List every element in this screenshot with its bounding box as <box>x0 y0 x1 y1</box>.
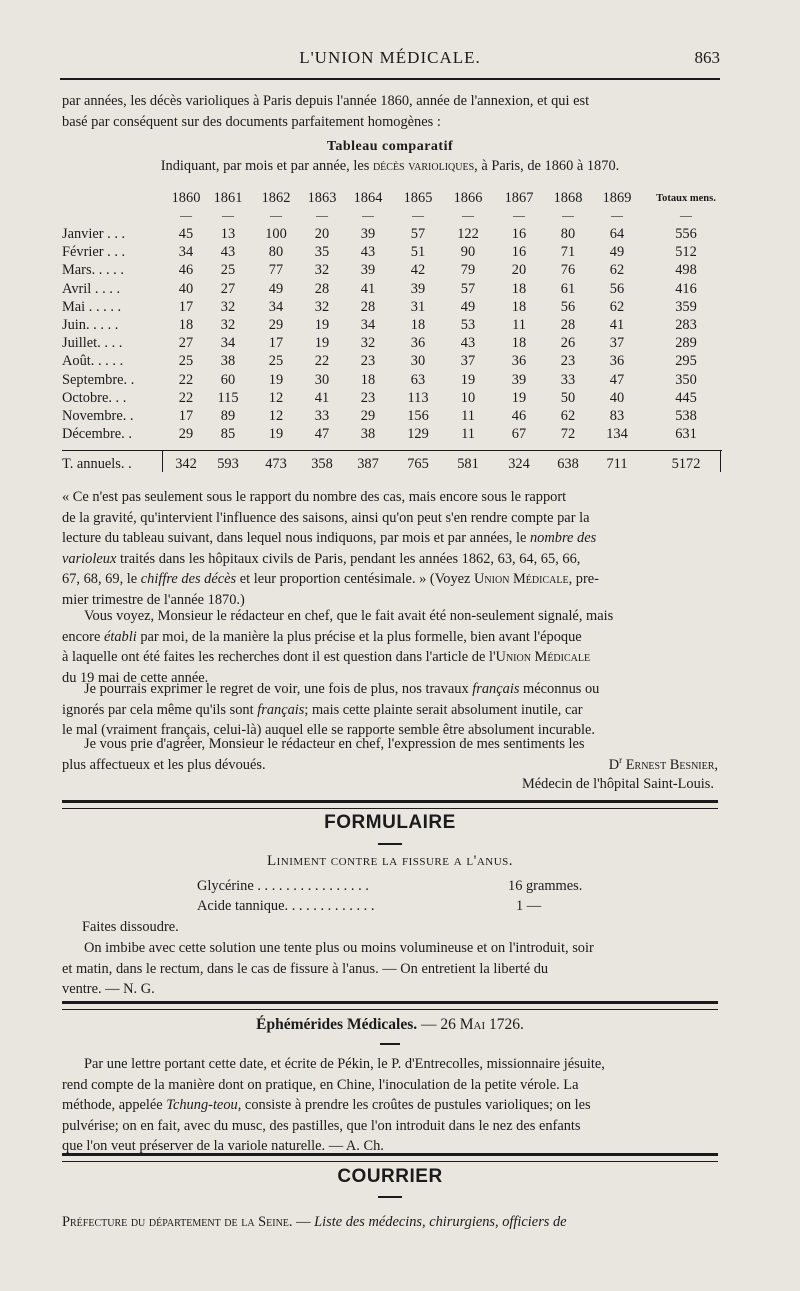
table-cell: 122 <box>457 226 479 242</box>
intro-line: par années, les décès varioliques à Paris depuis l'année 1860, année de l'annexion, et qui est <box>62 93 590 109</box>
table-cell: 41 <box>360 280 376 297</box>
table-cell: 39 <box>511 371 527 388</box>
quote-paragraph <box>62 487 718 610</box>
quote-line: lecture du tableau suivant, dans lequel nous indiquons, par mois et par années, le nombre des <box>62 530 597 546</box>
table-cell: 32 <box>360 335 376 352</box>
year-header: 1868 <box>553 190 583 206</box>
table-cell: 19 <box>268 426 284 443</box>
intro-paragraph <box>62 91 718 132</box>
table-row <box>62 281 722 299</box>
table-cell: 22 <box>178 371 194 388</box>
quote-line: mier trimestre de l'année 1870.) <box>62 591 245 608</box>
table-row <box>62 353 722 371</box>
monthly-total: 283 <box>675 317 697 333</box>
ephemerides-line: pulvérise; on en fait, avec du musc, des pastilles, que l'on introduit dans le nez des enfants <box>62 1117 581 1134</box>
table-cell: 62 <box>609 262 625 279</box>
column-dash: — <box>680 208 692 222</box>
monthly-total: 416 <box>675 280 697 297</box>
signature-title: Médecin de l'hôpital Saint-Louis. <box>521 776 714 792</box>
table-cell: 20 <box>511 262 527 279</box>
table-cell: 50 <box>560 389 576 406</box>
intro-line: basé par conséquent sur des documents parfaitement homogènes : <box>62 113 441 130</box>
table-cell: 34 <box>268 298 284 315</box>
dissolve-instruction: Faites dissoudre. <box>82 919 179 935</box>
year-header: 1864 <box>353 190 383 206</box>
table-row <box>62 426 722 444</box>
table-cell: 25 <box>178 353 194 370</box>
table-cell: 19 <box>460 371 476 388</box>
table-cell: 19 <box>314 317 330 333</box>
month-label: Juillet. . . . <box>62 335 123 352</box>
formulaire-heading: FORMULAIRE <box>324 812 456 833</box>
table-cell: 56 <box>609 280 625 297</box>
table-cell: 28 <box>360 298 376 315</box>
annual-total: 711 <box>606 456 628 473</box>
table-cell: 43 <box>360 244 376 261</box>
letter-paragraph-2 <box>62 679 718 741</box>
table-header-row <box>62 190 722 208</box>
table-cell: 77 <box>268 262 284 279</box>
table-cell: 38 <box>360 426 376 443</box>
table-cell: 32 <box>220 298 236 315</box>
annual-total: 581 <box>457 456 479 473</box>
formulaire-line: et matin, dans le rectum, dans le cas de fissure à l'anus. — On entretient la liberté du <box>62 960 549 977</box>
ingredient-name: Glycérine . . . . . . . . . . . . . . . . <box>197 878 369 894</box>
ephemerides-body <box>62 1054 718 1157</box>
month-label: Novembre. . <box>62 408 134 424</box>
table-cell: 40 <box>609 389 625 406</box>
formulaire-line: ventre. — N. G. <box>62 981 155 997</box>
table-cell: 80 <box>560 226 576 242</box>
table-cell: 36 <box>609 353 625 370</box>
monthly-total: 295 <box>675 353 697 370</box>
table-cell: 67 <box>511 426 527 443</box>
table-cell: 19 <box>268 371 284 388</box>
table-cell: 115 <box>217 389 239 406</box>
month-label: Mai . . . . . <box>62 298 122 315</box>
table-cell: 22 <box>178 389 194 406</box>
table-row <box>62 262 722 280</box>
table-cell: 39 <box>360 226 376 242</box>
month-label: Septembre. . <box>62 371 135 388</box>
letter-paragraph-1 <box>62 606 718 688</box>
month-label: Juin. . . . . <box>62 317 119 333</box>
table-cell: 76 <box>560 262 576 279</box>
table-cell: 29 <box>178 426 194 443</box>
table-cell: 32 <box>314 262 330 279</box>
table-cell: 28 <box>560 317 576 333</box>
monthly-total: 631 <box>675 426 697 443</box>
ephemerides-heading: Éphémérides Médicales. — 26 Mai 1726. <box>256 1016 524 1033</box>
table-cell: 17 <box>268 335 284 352</box>
annual-total: 765 <box>407 456 429 473</box>
table-cell: 31 <box>410 298 426 315</box>
table-cell: 38 <box>220 353 236 370</box>
column-dash: — <box>316 208 328 222</box>
year-header: 1865 <box>403 190 433 206</box>
table-cell: 32 <box>220 317 236 333</box>
journal-title: L'UNION MÉDICALE. <box>299 48 481 67</box>
formulaire-subtitle: Liniment contre la fissure a l'anus. <box>266 853 514 869</box>
table-cell: 11 <box>512 317 526 333</box>
table-cell: 17 <box>178 298 194 315</box>
table-cell: 30 <box>410 353 426 370</box>
table-cell: 49 <box>268 280 284 297</box>
table-subtitle: Indiquant, par mois et par année, les décès varioliques, à Paris, de 1860 à 1870. <box>160 158 620 174</box>
column-dash: — <box>462 208 474 222</box>
table-cell: 129 <box>407 426 429 443</box>
table-cell: 33 <box>560 371 576 388</box>
formulaire-body <box>62 938 718 1000</box>
table-cell: 25 <box>268 353 284 370</box>
table-cell: 34 <box>220 335 236 352</box>
table-cell: 53 <box>460 317 476 333</box>
table-cell: 27 <box>178 335 194 352</box>
month-label: Avril . . . . <box>62 280 121 297</box>
annual-total: 638 <box>557 456 579 473</box>
monthly-total: 445 <box>675 389 697 406</box>
table-cell: 43 <box>460 335 476 352</box>
quote-line: de la gravité, qu'intervient l'influence des saisons, ainsi qu'on peut s'en rendre compte par la <box>62 509 590 526</box>
letter-line: à laquelle ont été faites les recherches dont il est question dans l'article de l'Union Médicale <box>62 649 591 665</box>
table-cell: 40 <box>178 280 194 297</box>
table-cell: 57 <box>410 226 426 242</box>
table-cell: 35 <box>314 244 330 261</box>
table-cell: 49 <box>609 244 625 261</box>
table-cell: 61 <box>560 280 576 297</box>
column-dash: — <box>180 208 192 222</box>
year-header: 1863 <box>307 190 337 206</box>
table-cell: 46 <box>511 408 527 424</box>
table-cell: 41 <box>314 389 330 406</box>
monthly-total: 289 <box>675 335 697 352</box>
table-cell: 18 <box>511 298 527 315</box>
year-header: 1861 <box>213 190 243 206</box>
table-cell: 32 <box>314 298 330 315</box>
month-label: Janvier . . . <box>62 226 126 242</box>
courrier-body: Préfecture du département de la Seine. — Liste des médecins, chirurgiens, officiers de <box>62 1214 567 1230</box>
letter-line: du 19 mai de cette année. <box>62 669 209 686</box>
quote-line: « Ce n'est pas seulement sous le rapport du nombre des cas, mais encore sous le rapport <box>62 489 567 505</box>
year-header: 1862 <box>261 190 291 206</box>
letter-line: Je vous prie d'agréer, Monsieur le rédacteur en chef, l'expression de mes sentiments les <box>84 736 585 752</box>
table-cell: 22 <box>314 353 330 370</box>
courrier-heading: COURRIER <box>337 1166 443 1187</box>
table-cell: 34 <box>178 244 194 261</box>
table-cell: 79 <box>460 262 476 279</box>
column-dash: — <box>513 208 525 222</box>
table-cell: 33 <box>314 408 330 424</box>
month-label: Février . . . <box>62 244 126 261</box>
year-header: 1860 <box>171 190 201 206</box>
table-cell: 13 <box>220 226 236 242</box>
table-cell: 16 <box>511 244 527 261</box>
monthly-total: 538 <box>675 408 697 424</box>
signature-name: $D^r$ Ernest Besnier, <box>608 755 718 773</box>
table-row <box>62 244 722 262</box>
column-dash: — <box>412 208 424 222</box>
table-cell: 62 <box>609 298 625 315</box>
table-cell: 85 <box>220 426 236 443</box>
ephemerides-line: méthode, appelée Tchung-teou, consiste à prendre les croûtes de pustules varioliques; on les <box>62 1097 591 1113</box>
table-cell: 18 <box>178 317 194 333</box>
table-cell: 47 <box>609 371 625 388</box>
month-label: Mars. . . . . <box>62 262 124 279</box>
heading-dash <box>378 1196 402 1198</box>
ephemerides-line: que l'on veut préserver de la variole naturelle. — A. Ch. <box>62 1138 384 1154</box>
monthly-total: 359 <box>675 298 697 315</box>
table-cell: 64 <box>609 226 625 242</box>
table-cell: 18 <box>360 371 376 388</box>
table-title: Tableau comparatif <box>326 139 454 154</box>
table-cell: 134 <box>606 426 628 443</box>
table-cell: 12 <box>268 389 284 406</box>
year-header: 1869 <box>602 190 632 206</box>
section-divider <box>62 1153 718 1162</box>
column-dash: — <box>270 208 282 222</box>
page-number: 863 <box>694 48 720 67</box>
ephemerides-line: rend compte de la manière dont on pratique, en Chine, l'inoculation de la petite vérole. La <box>62 1076 579 1093</box>
letter-line: le mal (vraiment français, celui-là) auquel elle se rapporte semble être absolument incurable. <box>62 722 596 738</box>
table-cell: 12 <box>268 408 284 424</box>
column-dash: — <box>362 208 374 222</box>
table-row <box>62 317 722 335</box>
column-dash: — <box>611 208 623 222</box>
annual-total: 342 <box>175 456 197 473</box>
table-cell: 80 <box>268 244 284 261</box>
header-rule <box>60 78 720 80</box>
table-cell: 49 <box>460 298 476 315</box>
quote-line: 67, 68, 69, le chiffre des décès et leur proportion centésimale. » (Voyez Union Médicale, pre- <box>62 571 599 587</box>
table-cell: 29 <box>360 408 376 424</box>
table-cell: 47 <box>314 426 330 443</box>
table-cell: 72 <box>560 426 576 443</box>
annual-total: 593 <box>217 456 239 473</box>
table-cell: 83 <box>609 408 625 424</box>
letter-line: plus affectueux et les plus dévoués. <box>62 756 266 773</box>
table-cell: 18 <box>511 335 527 352</box>
month-label: Octobre. . . <box>62 389 127 406</box>
table-row <box>62 335 722 353</box>
table-row <box>62 226 722 244</box>
month-label: Décembre. . <box>62 426 132 443</box>
table-cell: 89 <box>220 408 236 424</box>
table-cell: 26 <box>560 335 576 352</box>
table-cell: 34 <box>360 317 376 333</box>
table-row <box>62 299 722 317</box>
column-dash: — <box>562 208 574 222</box>
heading-dash <box>380 1043 400 1045</box>
table-cell: 27 <box>220 280 236 297</box>
table-cell: 45 <box>178 226 194 242</box>
table-cell: 11 <box>461 426 475 443</box>
table-cell: 18 <box>410 317 426 333</box>
totals-label: T. annuels. . <box>62 456 132 473</box>
table-cell: 25 <box>220 262 236 279</box>
table-cell: 90 <box>460 244 476 261</box>
section-divider <box>62 1001 718 1010</box>
table-cell: 39 <box>360 262 376 279</box>
table-cell: 113 <box>407 389 429 406</box>
heading-dash <box>378 843 402 845</box>
table-cell: 43 <box>220 244 236 261</box>
column-dash: — <box>222 208 234 222</box>
formulaire-line: On imbibe avec cette solution une tente plus ou moins volumineuse et on l'introduit, soir <box>84 940 594 956</box>
table-cell: 57 <box>460 280 476 297</box>
table-row <box>62 372 722 390</box>
ingredient-name: Acide tannique. . . . . . . . . . . . . <box>197 898 375 914</box>
table-cell: 36 <box>511 353 527 370</box>
table-row <box>62 390 722 408</box>
monthly-total: 556 <box>675 226 697 242</box>
grand-total: 5172 <box>671 456 701 473</box>
section-divider <box>62 800 718 809</box>
table-cell: 37 <box>609 335 625 352</box>
annual-total: 324 <box>508 456 530 473</box>
table-cell: 41 <box>609 317 625 333</box>
total-header: Totaux mens. <box>656 193 716 204</box>
table-cell: 17 <box>178 408 194 424</box>
table-cell: 23 <box>360 353 376 370</box>
letter-line: encore établi par moi, de la manière la plus précise et la plus formelle, bien avant l'époque <box>62 628 582 645</box>
letter-line: ignorés par cela même qu'ils sont français; mais cette plainte serait absolument inutile, car <box>62 701 583 718</box>
table-cell: 56 <box>560 298 576 315</box>
table-cell: 42 <box>410 262 426 279</box>
table-cell: 51 <box>410 244 426 261</box>
ingredient-quantity: 1 — <box>516 898 542 914</box>
table-cell: 156 <box>407 408 429 424</box>
table-cell: 63 <box>410 371 426 388</box>
table-cell: 19 <box>511 389 527 406</box>
table-cell: 46 <box>178 262 194 279</box>
table-cell: 30 <box>314 371 330 388</box>
table-cell: 23 <box>560 353 576 370</box>
ephemerides-line: Par une lettre portant cette date, et écrite de Pékin, le P. d'Entrecolles, missionnaire jésuite, <box>84 1056 605 1072</box>
table-cell: 29 <box>268 317 284 333</box>
table-cell: 36 <box>410 335 426 352</box>
annual-total: 358 <box>311 456 333 473</box>
letter-line: Vous voyez, Monsieur le rédacteur en chef, que le fait avait été non-seulement signalé, mais <box>84 608 614 624</box>
table-cell: 16 <box>511 226 527 242</box>
table-dash-row <box>62 208 722 226</box>
table-cell: 20 <box>314 226 330 242</box>
quote-line: varioleux traités dans les hôpitaux civils de Paris, pendant les années 1862, 63, 64, 65, 66, <box>62 550 581 567</box>
table-cell: 100 <box>265 226 287 242</box>
month-label: Août. . . . . <box>62 353 124 370</box>
table-cell: 18 <box>511 280 527 297</box>
year-header: 1867 <box>504 190 534 206</box>
table-cell: 39 <box>410 280 426 297</box>
page-header <box>60 48 720 72</box>
table-cell: 10 <box>460 389 476 406</box>
annual-total: 387 <box>357 456 379 473</box>
table-cell: 28 <box>314 280 330 297</box>
totals-row <box>62 456 722 474</box>
monthly-total: 498 <box>675 262 697 279</box>
table-cell: 62 <box>560 408 576 424</box>
ingredient-quantity: 16 grammes. <box>508 878 583 894</box>
monthly-total: 350 <box>675 371 697 388</box>
letter-line: Je pourrais exprimer le regret de voir, une fois de plus, nos travaux français méconnus ou <box>84 681 600 697</box>
totals-rule <box>62 450 722 451</box>
annual-total: 473 <box>265 456 287 473</box>
table-cell: 19 <box>314 335 330 352</box>
table-cell: 71 <box>560 244 576 261</box>
year-header: 1866 <box>453 190 483 206</box>
monthly-total: 512 <box>675 244 697 261</box>
table-cell: 23 <box>360 389 376 406</box>
table-row <box>62 408 722 426</box>
table-cell: 11 <box>461 408 475 424</box>
table-cell: 60 <box>220 371 236 388</box>
table-cell: 37 <box>460 353 476 370</box>
